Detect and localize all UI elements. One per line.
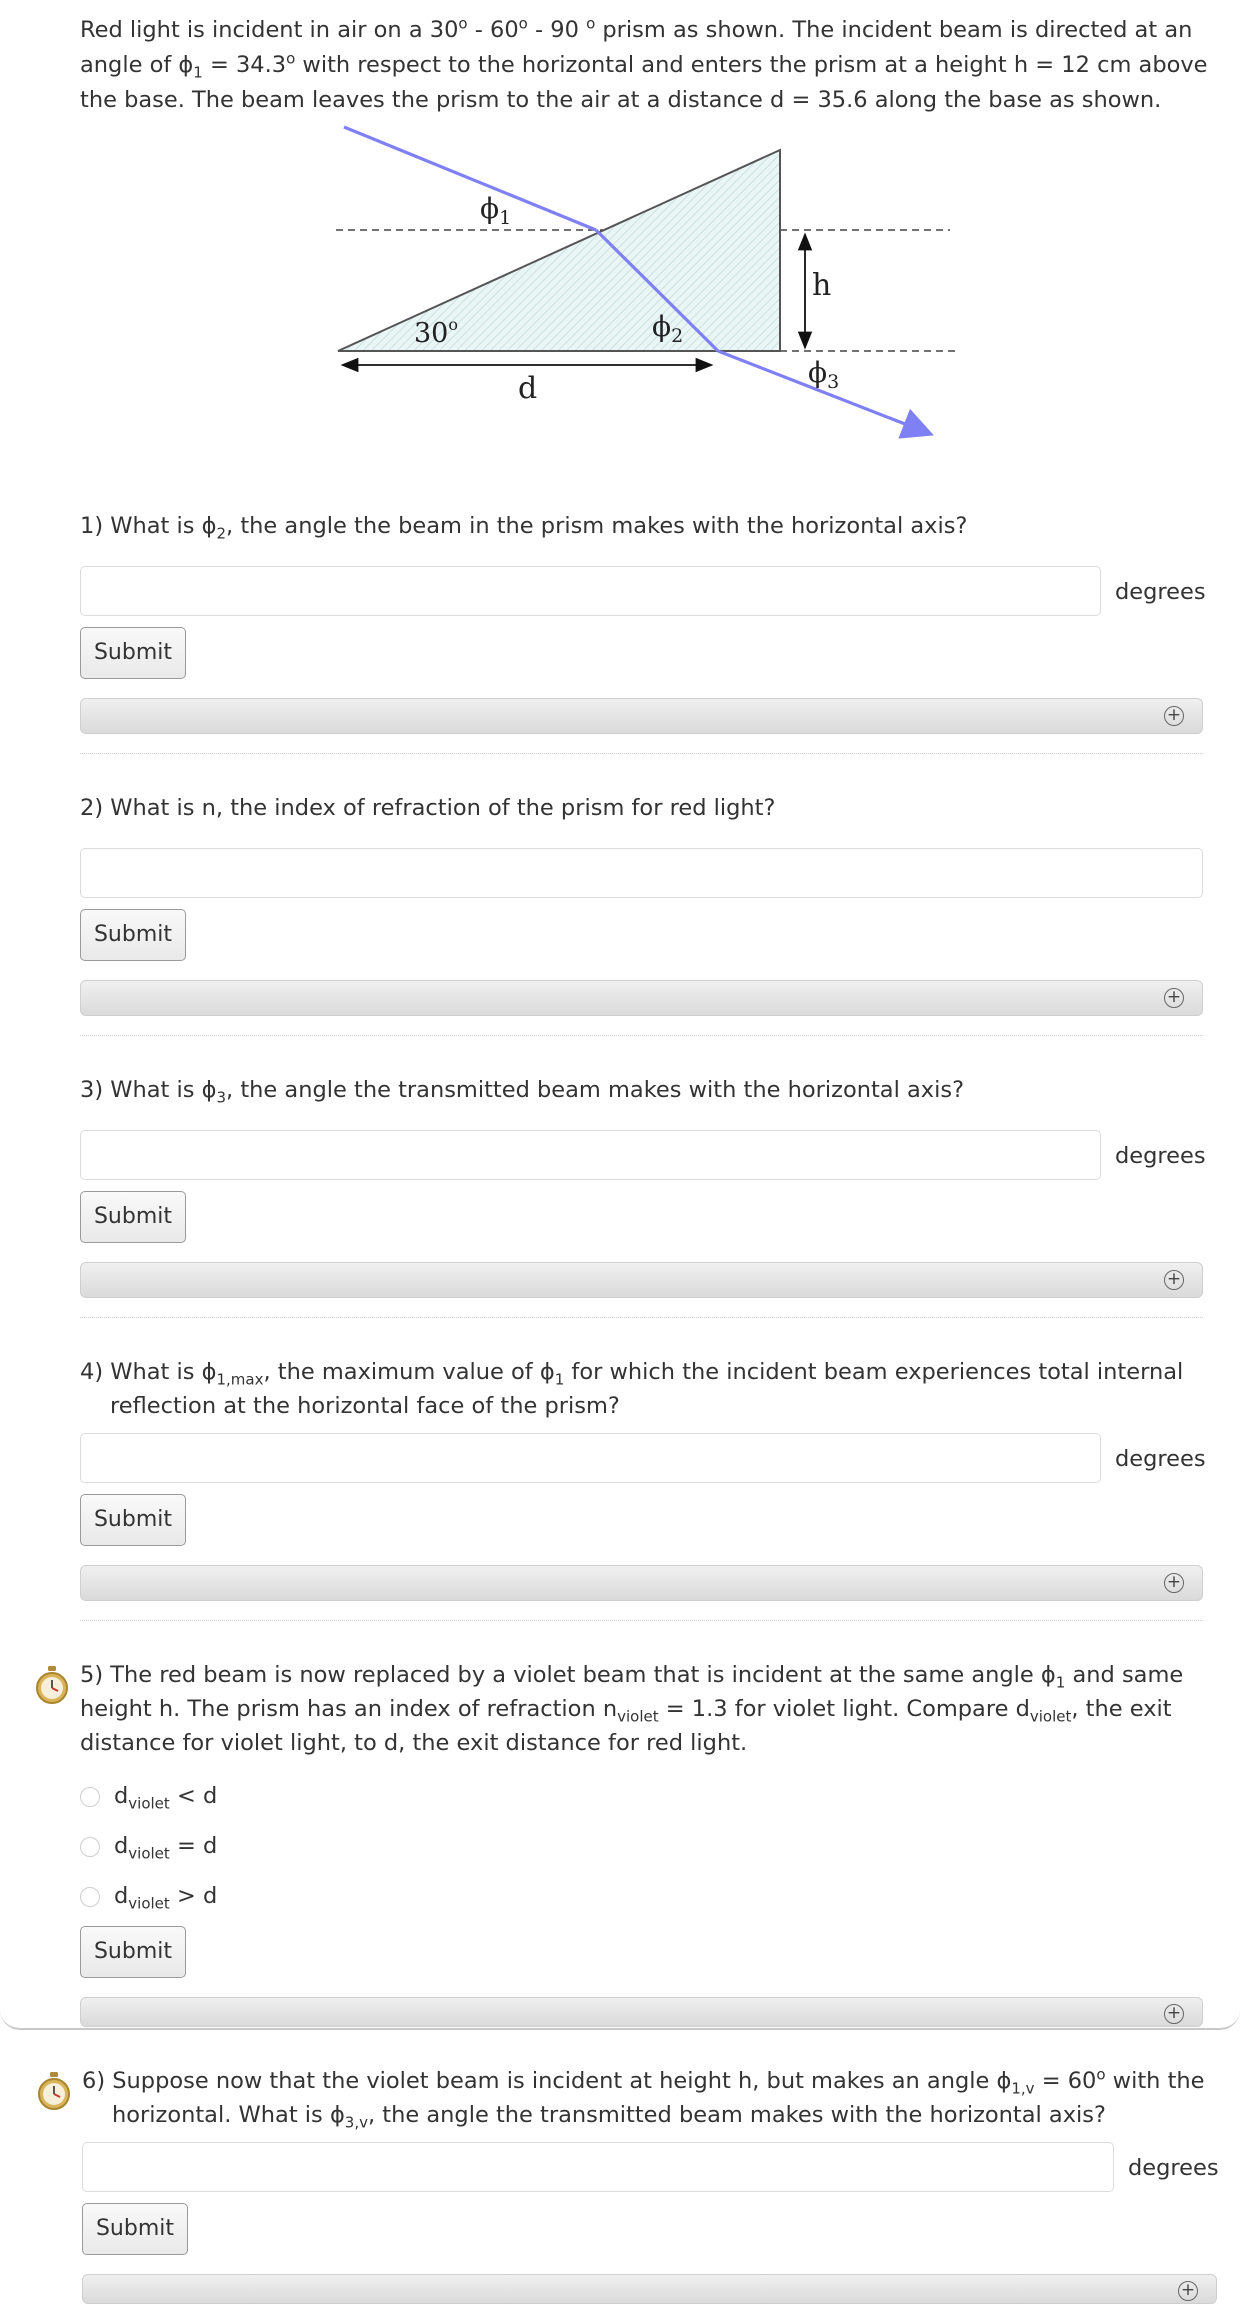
q6-answer-input[interactable] [82,2142,1114,2192]
q2-answer-input[interactable] [80,848,1203,898]
q3-answer-input[interactable] [80,1130,1101,1180]
separator [80,753,1203,754]
phi1-label: $\phi_1$ [480,192,512,229]
question-1: 1) What is $\phi_2$, the angle the beam in the prism makes with the horizontal axis? [80,513,968,543]
q3-hint-bar[interactable] [80,1262,1203,1298]
plus-circle-icon[interactable]: + [1164,988,1184,1008]
question-4: 4) What is $\phi_{1,max}$, the maximum value of $\phi_1$ for which the incident beam experiences total internal reflection at the horizontal face of the prism? [80,1359,1184,1419]
q2-submit-button[interactable]: Submit [80,909,186,961]
q6-hint-bar[interactable] [82,2274,1217,2304]
plus-circle-icon[interactable]: + [1164,1573,1184,1593]
stopwatch-icon [36,2071,72,2111]
radio-button[interactable] [80,1887,100,1907]
q5-submit-button[interactable]: Submit [80,1926,186,1978]
question-5: 5) The red beam is now replaced by a violet beam that is incident at the same angle $\phi_1$ and same height h. The prism has an index of refraction $n_{violet} = 1.3$ for violet light. Compare $d_{violet}$, the exit distance for violet light, to d, the exit distance for red light. [80,1662,1184,1756]
plus-circle-icon[interactable]: + [1164,1270,1184,1290]
q4-answer-input[interactable] [80,1433,1101,1483]
prism-diagram [330,120,970,450]
h-label: h [812,268,832,303]
phi3-label: $\phi_3$ [808,356,840,393]
d-label: d [518,371,538,406]
question-3: 3) What is $\phi_3$, the angle the transmitted beam makes with the horizontal axis? [80,1077,965,1107]
problem-statement: Red light is incident in air on a 30$^o$ - 60$^o$ - 90 $^o$ prism as shown. The incident beam is directed at an angle of $\phi_1 = 34.3^o$ with respect to the horizontal and enters the prism at a height h = 12 cm above the base. The beam leaves the prism to the air at a distance d = 35.6 along the base as shown. [80,14,1208,113]
plus-circle-icon[interactable]: + [1164,2004,1184,2024]
q3-submit-button[interactable]: Submit [80,1191,186,1243]
stopwatch-icon [34,1665,70,1705]
q1-unit: degrees [1115,579,1206,605]
q1-answer-input[interactable] [80,566,1101,616]
q6-unit: degrees [1128,2155,1219,2181]
question-6: 6) Suppose now that the violet beam is incident at height h, but makes an angle $\phi_{1,v} = 60^o$ with the horizontal. What is $\phi_{3,v}$, the angle the transmitted beam makes with the horizontal axis? [82,2065,1205,2132]
q5-option-2[interactable]: $d_{violet} = d$ [80,1831,217,1861]
q4-submit-button[interactable]: Submit [80,1494,186,1546]
plus-circle-icon[interactable]: + [1178,2281,1198,2301]
radio-button[interactable] [80,1787,100,1807]
plus-circle-icon[interactable]: + [1164,706,1184,726]
incident-beam [344,127,596,230]
section-edge [0,2010,1240,2030]
q4-hint-bar[interactable] [80,1565,1203,1601]
separator [80,1620,1203,1621]
q6-submit-button[interactable]: Submit [82,2203,188,2255]
q5-option-1[interactable]: $d_{violet} < d$ [80,1781,217,1811]
radio-button[interactable] [80,1837,100,1857]
angle-30-label: 30$^o$ [414,315,458,349]
prism-triangle [338,150,780,351]
question-2: 2) What is n, the index of refraction of the prism for red light? [80,795,776,821]
separator [80,1317,1203,1318]
separator [80,1035,1203,1036]
q4-unit: degrees [1115,1446,1206,1472]
q1-hint-bar[interactable] [80,698,1203,734]
q3-unit: degrees [1115,1143,1206,1169]
phi2-label: $\phi_2$ [652,310,684,347]
q2-hint-bar[interactable] [80,980,1203,1016]
q5-option-3[interactable]: $d_{violet} > d$ [80,1881,217,1911]
q1-submit-button[interactable]: Submit [80,627,186,679]
